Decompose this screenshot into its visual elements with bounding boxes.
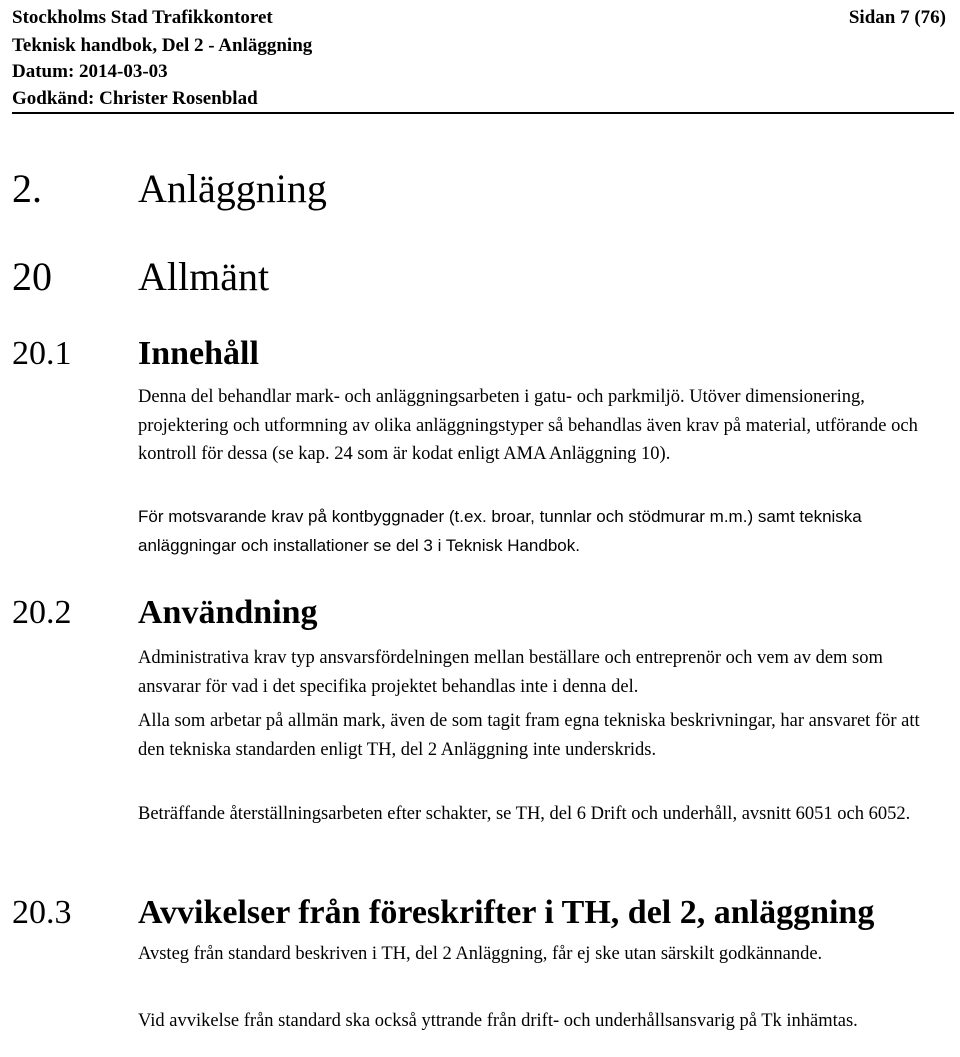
chapter-number: 2. bbox=[12, 166, 42, 211]
section-20-2-paragraph-3: Beträffande återställningsarbeten efter schakter, se TH, del 6 Drift och underhåll, avsnitt 6051 och 6052. bbox=[138, 804, 911, 824]
section-20-2-paragraph-2: Alla som arbetar på allmän mark, även de som tagit fram egna tekniska beskrivningar, har ansvaret för att den tekniska standarden enligt TH, del 2 Anläggning inte underskrids. bbox=[138, 711, 920, 760]
header-date: Datum: 2014-03-03 bbox=[12, 61, 168, 82]
page-header bbox=[12, 5, 954, 114]
header-organization: Stockholms Stad Trafikkontoret bbox=[12, 7, 273, 28]
section-20-1-paragraph-1: Denna del behandlar mark- och anläggningsarbeten i gatu- och parkmiljö. Utöver dimensionering, projektering och utformning av olika anläggningstyper så behandlas även krav på material, utförande och kontroll för dessa (se kap. 24 som är kodat enligt AMA Anläggning 10). bbox=[138, 387, 918, 464]
section-20-title: Allmänt bbox=[138, 254, 270, 299]
chapter-title: Anläggning bbox=[138, 166, 327, 211]
section-20-number: 20 bbox=[12, 254, 52, 299]
section-20-2-paragraph-1: Administrativa krav typ ansvarsfördelningen mellan beställare och entreprenör och vem av dem som ansvarar för vad i det specifika projektet behandlas inte i denna del. bbox=[138, 648, 883, 697]
section-20-3-paragraph-1: Avsteg från standard beskriven i TH, del 2 Anläggning, får ej ske utan särskilt godkännande. bbox=[138, 944, 823, 964]
section-20-3-paragraph-2: Vid avvikelse från standard ska också yttrande från drift- och underhållsansvarig på Tk inhämtas. bbox=[138, 1011, 858, 1031]
section-20-2-title: Användning bbox=[138, 594, 318, 631]
section-20-1-title: Innehåll bbox=[138, 335, 259, 372]
section-20-2-number: 20.2 bbox=[12, 594, 72, 631]
header-handbook: Teknisk handbok, Del 2 - Anläggning bbox=[12, 35, 313, 56]
section-20-3-number: 20.3 bbox=[12, 894, 72, 931]
section-20-1-number: 20.1 bbox=[12, 335, 72, 372]
header-page-number: Sidan 7 (76) bbox=[848, 7, 946, 28]
section-20-3-title: Avvikelser från föreskrifter i TH, del 2, anläggning bbox=[138, 894, 875, 931]
section-20-1-paragraph-2: För motsvarande krav på kontbyggnader (t.ex. broar, tunnlar och stödmurar m.m.) samt tekniska anläggningar och installationer se del 3 i Teknisk Handbok. bbox=[138, 507, 862, 555]
header-approved: Godkänd: Christer Rosenblad bbox=[12, 88, 258, 109]
